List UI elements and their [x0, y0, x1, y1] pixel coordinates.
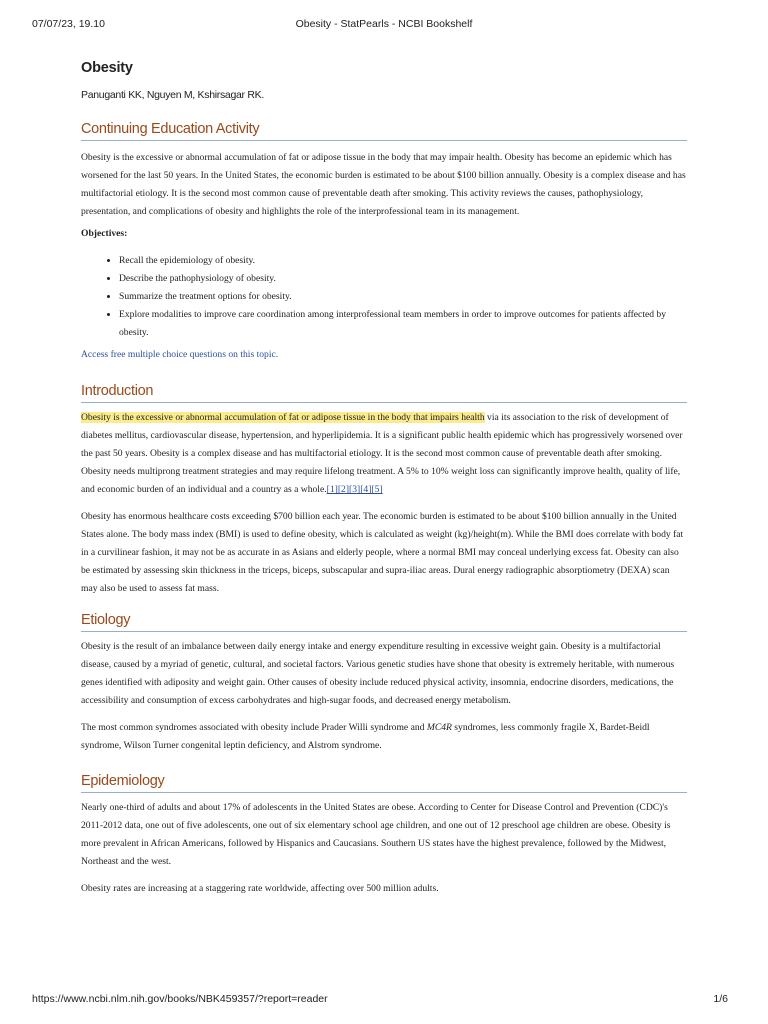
- epidemiology-paragraph-1: Nearly one-third of adults and about 17% of adolescents in the United States are obese. According to Center for Disease Control and Prevention (CDC)'s 2011-2012 data, one out of five adolescents, one out of six elementary school age children, and one out of 12 preschool age children are obese. Obesity is more prevalent in African Americans, followed by Hispanics and Caucasians. Southern US states have the highest prevalence, followed by the Midwest, Northeast and the west.: [81, 802, 671, 867]
- objective-item: • Explore modalities to improve care coordination among interprofessional team members in order to improve outcomes for patients affected by obesity.: [119, 306, 687, 342]
- section-heading-introduction: Introduction: [81, 382, 687, 403]
- reference-links[interactable]: [1][2][3][4][5]: [326, 484, 383, 495]
- print-footer: [32, 993, 736, 1007]
- cea-paragraph: Obesity is the excessive or abnormal accumulation of fat or adipose tissue in the body that may impair health. Obesity has become an epidemic which has worsened for the last 50 years. In the United States, the economic burden is estimated to be about $100 billion annually. Obesity is a complex disease and has multifactorial etiology. It is the second most common cause of preventable death after smoking. This activity reviews the causes, pathophysiology, presentation, and complications of obesity and highlights the role of the interprofessional team in its management.: [81, 152, 686, 217]
- section-continuing-education: [81, 120, 687, 364]
- objective-item: • Summarize the treatment options for obesity.: [119, 288, 687, 306]
- epidemiology-paragraph-2: Obesity rates are increasing at a staggering rate worldwide, affecting over 500 million adults.: [81, 883, 439, 894]
- section-heading-epidemiology: Epidemiology: [81, 772, 687, 793]
- objectives-list: [81, 252, 687, 342]
- objective-item: • Describe the pathophysiology of obesity.: [119, 270, 687, 288]
- mcq-link-wrapper: [81, 346, 687, 364]
- introduction-paragraph-2: Obesity has enormous healthcare costs exceeding $700 billion each year. The economic burden is estimated to be about $100 billion annually in the United States alone. The body mass index (BMI) is used to define obesity, which is calculated as weight (kg)/height(m). While the BMI does correlate with body fat in a curvilinear fashion, it may not be as accurate in as Asians and elderly people, where a normal BMI may conceal underlying excess fat. Obesity can also be estimated by assessing skin thickness in the triceps, biceps, subscapular and supra-iliac areas. Dural energy radiographic absorptiometry (DEXA) scan may also be used to assess fat mass.: [81, 511, 684, 594]
- section-epidemiology: [81, 772, 687, 898]
- section-etiology: [81, 611, 687, 755]
- gene-name: MC4R: [426, 722, 452, 733]
- introduction-paragraph-1-text: via its association to the risk of development of diabetes mellitus, cardiovascular disease, hypertension, and hyperlipidemia. It is a significant public health epidemic which has progressively worsened over the past 50 years. Obesity is a complex disease and has multifactorial etiology. It is the second most common cause of preventable death after smoking. Obesity needs multiprong treatment strategies and may require lifelong treatment. A 5% to 10% weight loss can significantly improve health, quality of life, and economic burden of an individual and a country as a whole.: [81, 412, 683, 495]
- mcq-link[interactable]: Access free multiple choice questions on this topic.: [81, 349, 279, 360]
- objective-item: • Recall the epidemiology of obesity.: [119, 252, 687, 270]
- section-heading-continuing-education: Continuing Education Activity: [81, 120, 687, 141]
- introduction-paragraph-1: [81, 409, 687, 499]
- etiology-paragraph-2-text-end: syndromes, less commonly fragile X, Bardet-Beidl syndrome, Wilson Turner congenital leptin deficiency, and Alstrom syndrome.: [81, 722, 650, 751]
- etiology-paragraph-2-text: The most common syndromes associated with obesity include Prader Willi syndrome and: [81, 722, 427, 733]
- print-page-title: Obesity - StatPearls - NCBI Bookshelf: [295, 18, 473, 30]
- print-header: [32, 18, 736, 32]
- section-introduction: [81, 382, 687, 598]
- etiology-paragraph-1: Obesity is the result of an imbalance between daily energy intake and energy expenditure resulting in excessive weight gain. Obesity is a multifactorial disease, caused by a myriad of genetic, cultural, and societal factors. Various genetic studies have shone that obesity is extremely heritable, with numerous genes identified with adiposity and weight gain. Other causes of obesity include reduced physical activity, insomnia, endocrine disorders, medications, the accessibility and consumption of excess carbohydrates and high-sugar foods, and decreased energy metabolism.: [81, 641, 675, 706]
- print-url: https://www.ncbi.nlm.nih.gov/books/NBK459357/?report=reader: [32, 993, 328, 1005]
- section-heading-etiology: Etiology: [81, 611, 687, 632]
- article-content: [81, 57, 687, 898]
- objectives-label: Objectives:: [81, 228, 128, 239]
- authors-line: Panuganti KK, Nguyen M, Kshirsagar RK.: [81, 89, 264, 101]
- print-page-number: 1/6: [713, 993, 728, 1005]
- print-datetime: 07/07/23, 19.10: [32, 18, 105, 30]
- highlighted-text: Obesity is the excessive or abnormal accumulation of fat or adipose tissue in the body that impairs health: [81, 412, 485, 423]
- etiology-paragraph-2: [81, 719, 687, 755]
- page-title: Obesity: [81, 60, 133, 76]
